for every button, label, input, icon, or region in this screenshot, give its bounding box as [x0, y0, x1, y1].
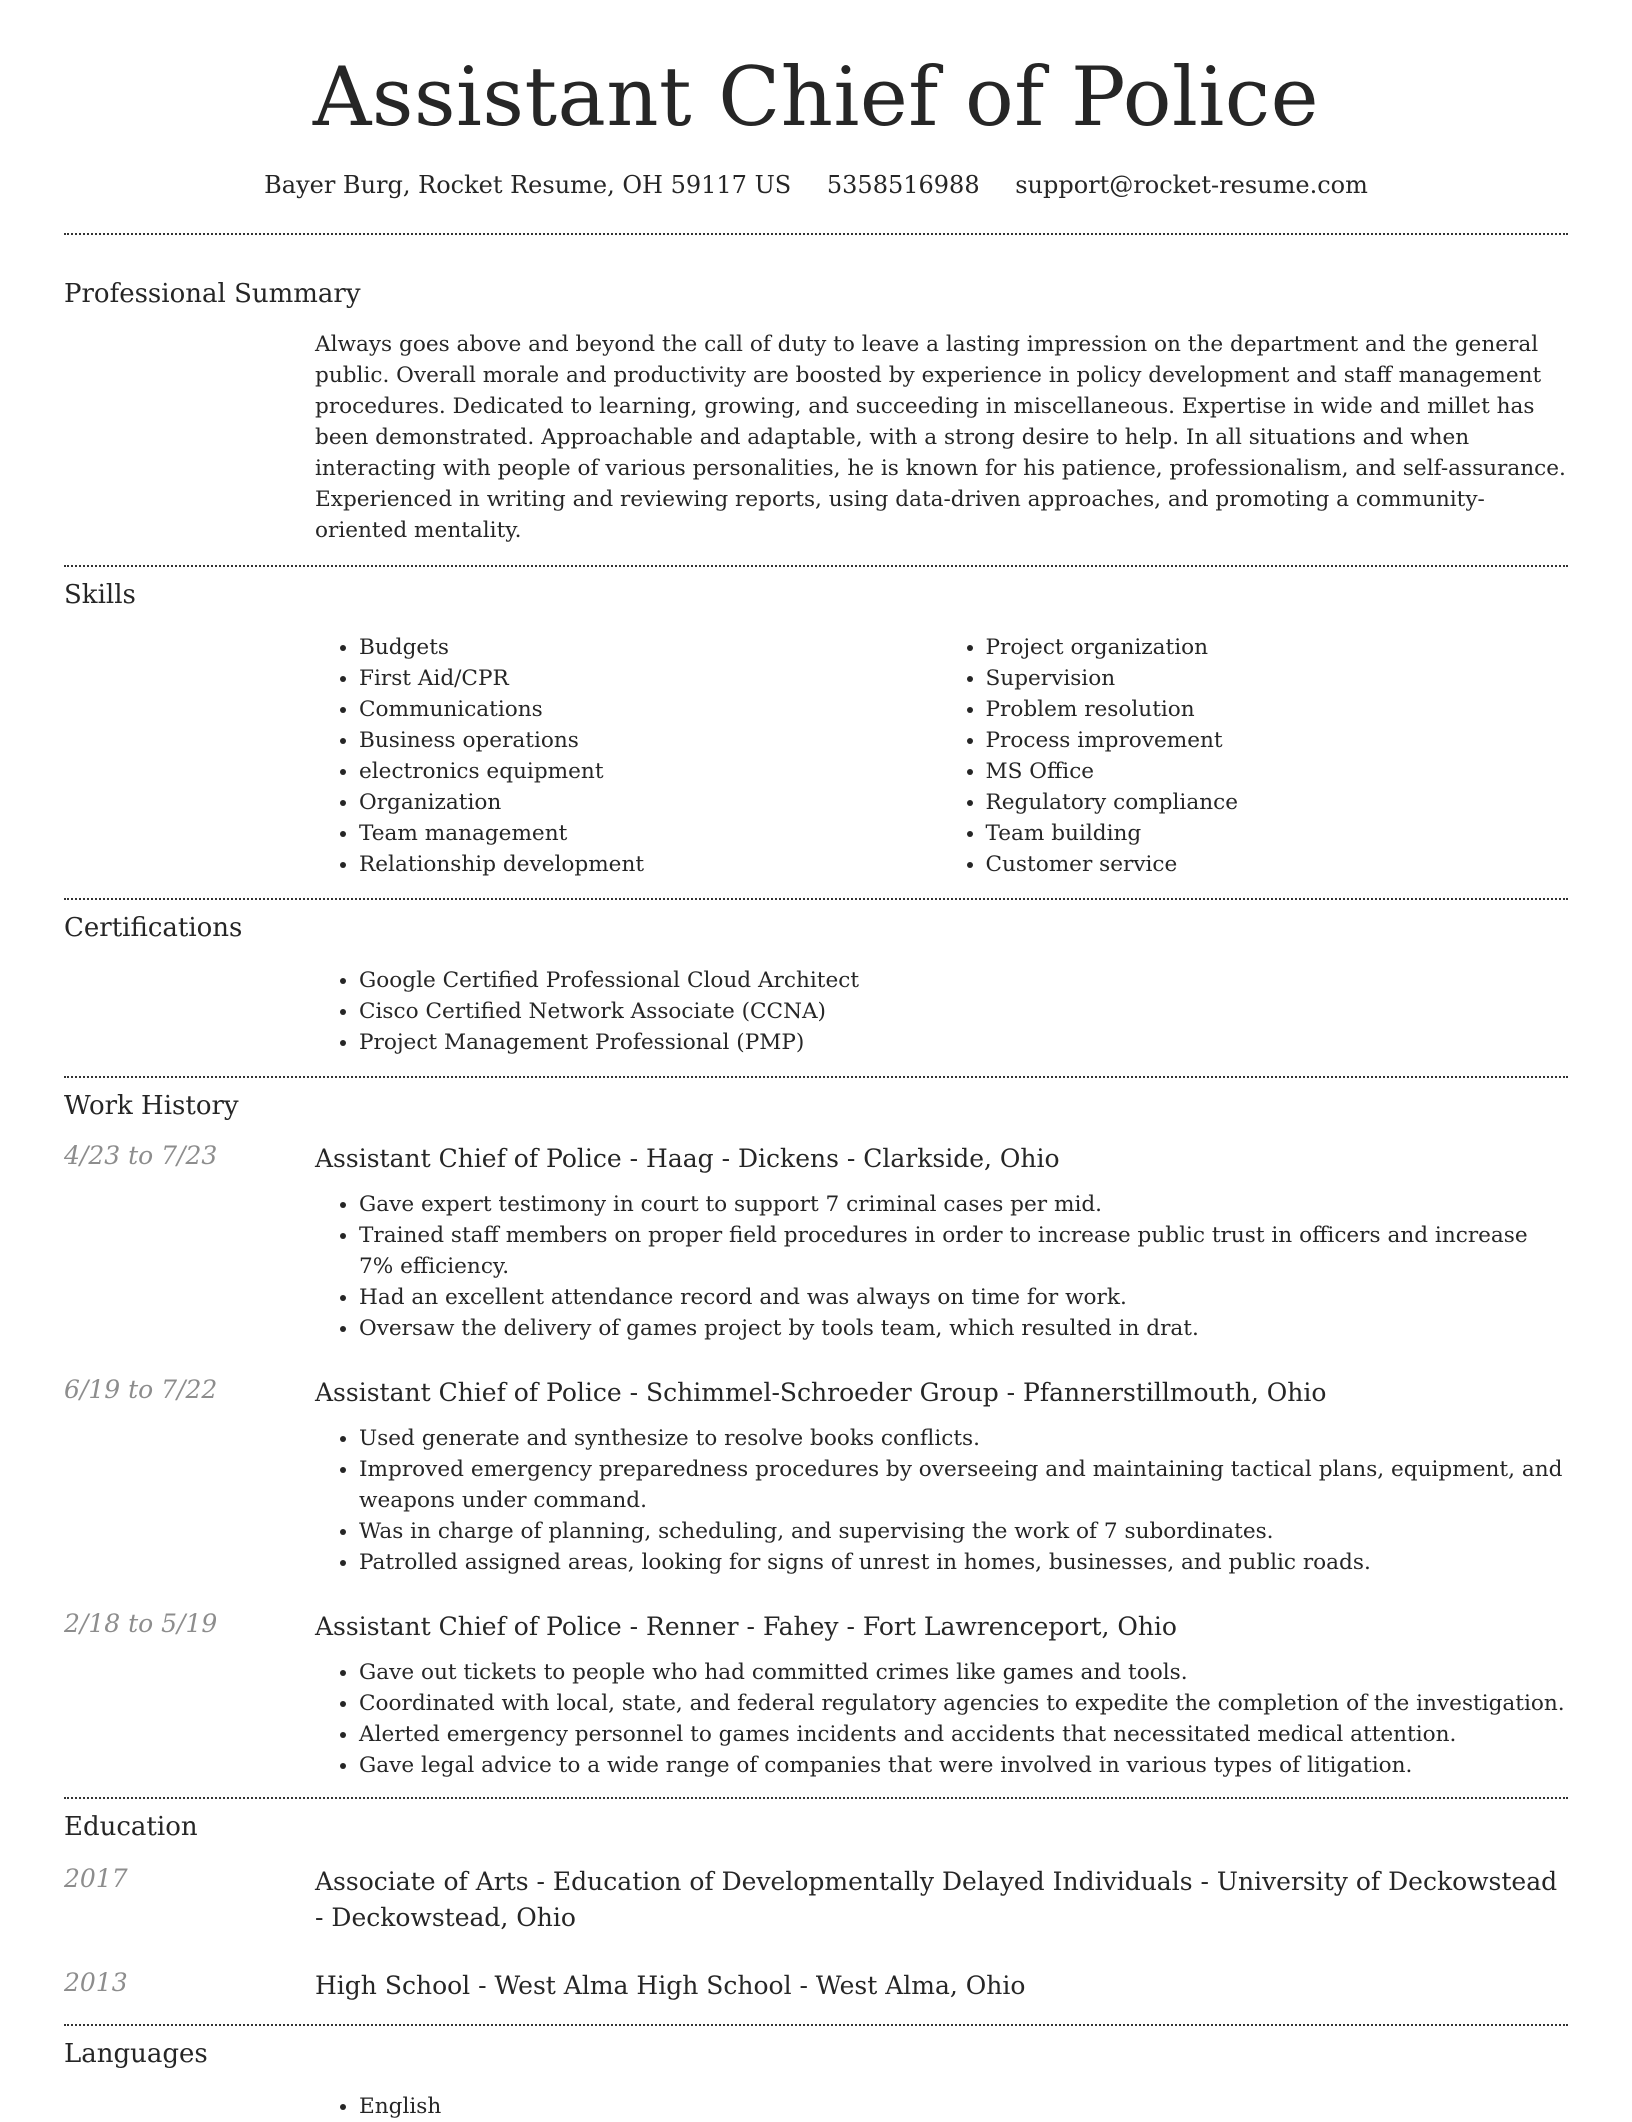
list-item: • Project organization — [986, 632, 1569, 663]
job-title — [315, 1141, 1568, 1177]
contact-line — [64, 171, 1568, 199]
job-entry — [64, 1609, 1568, 1781]
list-item: • Team management — [359, 818, 942, 849]
certifications-list — [315, 965, 1568, 1058]
education-school: - University of Deckowstead - Deckowstead, Ohio — [315, 1867, 1558, 1932]
list-item: • Process improvement — [986, 725, 1569, 756]
list-item: • Supervision — [986, 663, 1569, 694]
education-title — [315, 1864, 1568, 1936]
section-title-education: Education — [64, 1812, 198, 1842]
list-item: • Oversaw the delivery of games project by tools team, which resulted in drat. — [359, 1313, 1568, 1344]
list-item: • Team building — [986, 818, 1569, 849]
list-item: • Problem resolution — [986, 694, 1569, 725]
list-item: • Trained staff members on proper field procedures in order to increase public trust in officers and increase 7% efficiency. — [359, 1220, 1568, 1282]
job-role: Assistant Chief of Police — [315, 1612, 622, 1641]
job-bullets — [315, 1423, 1568, 1578]
education-year: 2017 — [64, 1864, 128, 1893]
list-item: • Regulatory compliance — [986, 787, 1569, 818]
email: support@rocket-resume.com — [1015, 171, 1368, 199]
list-item: • Project Management Professional (PMP) — [359, 1027, 1568, 1058]
skills-section — [64, 567, 1568, 880]
education-school: - West Alma High School - West Alma, Ohio — [470, 1971, 1026, 2000]
certifications-section — [64, 900, 1568, 1058]
list-item: • MS Office — [986, 756, 1569, 787]
summary-section — [64, 235, 1568, 546]
job-role: Assistant Chief of Police — [315, 1144, 622, 1173]
list-item: • English — [359, 2091, 1568, 2122]
list-item: • Used generate and synthesize to resolve books conflicts. — [359, 1423, 1568, 1454]
list-item: • Gave out tickets to people who had committed crimes like games and tools. — [359, 1657, 1568, 1688]
section-title-certifications: Certifications — [64, 913, 243, 943]
list-item: • First Aid/CPR — [359, 663, 942, 694]
education-section — [64, 1799, 1568, 2004]
education-year: 2013 — [64, 1968, 128, 1997]
education-entry — [64, 1864, 1568, 1936]
skills-list-right — [942, 632, 1569, 880]
list-item: • Google Certified Professional Cloud Architect — [359, 965, 1568, 996]
list-item: • Customer service — [986, 849, 1569, 880]
list-item: • Had an excellent attendance record and was always on time for work. — [359, 1282, 1568, 1313]
job-employer: - Schimmel-Schroeder Group - Pfannerstillmouth, Ohio — [621, 1378, 1327, 1407]
job-bullets — [315, 1189, 1568, 1344]
list-item: • Business operations — [359, 725, 942, 756]
job-title — [315, 1609, 1568, 1645]
section-title-summary: Professional Summary — [64, 279, 361, 309]
job-entry — [64, 1141, 1568, 1344]
list-item: • Patrolled assigned areas, looking for signs of unrest in homes, businesses, and public roads. — [359, 1547, 1568, 1578]
job-dates: 2/18 to 5/19 — [64, 1609, 218, 1638]
list-item: • electronics equipment — [359, 756, 942, 787]
skills-list-left — [315, 632, 942, 880]
work-section — [64, 1078, 1568, 1781]
list-item: • Alerted emergency personnel to games incidents and accidents that necessitated medical attention. — [359, 1719, 1568, 1750]
list-item: • Relationship development — [359, 849, 942, 880]
education-entry — [64, 1968, 1568, 2004]
list-item: • Improved emergency preparedness procedures by overseeing and maintaining tactical plans, equipment, and weapons under command. — [359, 1454, 1568, 1516]
education-degree: Associate of Arts - Education of Developmentally Delayed Individuals — [315, 1867, 1193, 1896]
section-title-languages: Languages — [64, 2039, 208, 2069]
education-degree: High School — [315, 1971, 471, 2000]
summary-text: Always goes above and beyond the call of duty to leave a lasting impression on the department and the general public. Overall morale and productivity are boosted by experience in policy development and staff management procedures. Dedicated to learning, growing, and succeeding in miscellaneous. Expertise in wide and millet has been demonstrated. Approachable and adaptable, with a strong desire to help. In all situations and when interacting with people of various personalities, he is known for his patience, professionalism, and self-assurance. Experienced in writing and reviewing reports, using data-driven approaches, and promoting a community-oriented mentality. — [315, 332, 1566, 543]
phone: 5358516988 — [826, 171, 980, 199]
job-dates: 4/23 to 7/23 — [64, 1141, 218, 1170]
section-title-work: Work History — [64, 1091, 239, 1121]
list-item: • Was in charge of planning, scheduling, and supervising the work of 7 subordinates. — [359, 1516, 1568, 1547]
list-item: • Gave expert testimony in court to support 7 criminal cases per mid. — [359, 1189, 1568, 1220]
job-employer: - Renner - Fahey - Fort Lawrenceport, Ohio — [621, 1612, 1177, 1641]
job-entry — [64, 1375, 1568, 1578]
job-role: Assistant Chief of Police — [315, 1378, 622, 1407]
candidate-name: Assistant Chief of Police — [312, 51, 1320, 145]
languages-list — [315, 2091, 1568, 2122]
list-item: • Gave legal advice to a wide range of companies that were involved in various types of litigation. — [359, 1750, 1568, 1781]
languages-section — [64, 2026, 1568, 2122]
job-bullets — [315, 1657, 1568, 1781]
list-item: • Budgets — [359, 632, 942, 663]
education-title — [315, 1968, 1568, 2004]
resume-page — [64, 0, 1568, 2122]
section-title-skills: Skills — [64, 580, 136, 610]
list-item: • Coordinated with local, state, and federal regulatory agencies to expedite the completion of the investigation. — [359, 1688, 1568, 1719]
list-item: • Communications — [359, 694, 942, 725]
address: Bayer Burg, Rocket Resume, OH 59117 US — [264, 171, 792, 199]
list-item: • Cisco Certified Network Associate (CCNA) — [359, 996, 1568, 1027]
job-employer: - Haag - Dickens - Clarkside, Ohio — [621, 1144, 1060, 1173]
list-item: • Organization — [359, 787, 942, 818]
job-title — [315, 1375, 1568, 1411]
job-dates: 6/19 to 7/22 — [64, 1375, 218, 1404]
